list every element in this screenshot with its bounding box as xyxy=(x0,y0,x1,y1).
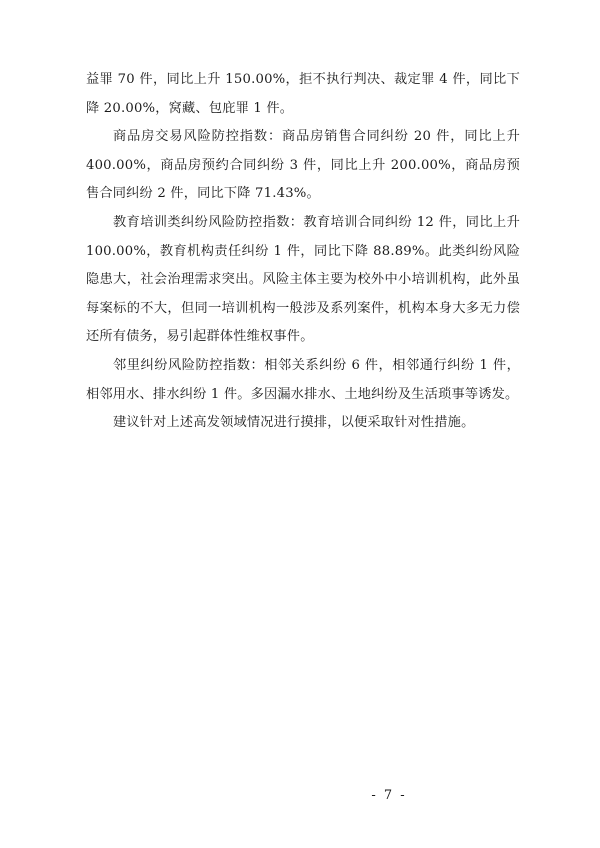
paragraph-recommendation: 建议针对上述高发领域情况进行摸排，以便采取针对性措施。 xyxy=(113,415,475,431)
page-number: - 7 - xyxy=(371,788,407,803)
paragraph-housing-risk: 商品房交易风险防控指数：商品房销售合同纠纷 20 件，同比上升 400.00%，商品房预约合同纠纷 3 件，同比上升 200.00%，商品房预售合同纠纷 2 件，同比下降 71.43%。 xyxy=(86,129,520,202)
paragraph-education-risk: 教育培训类纠纷风险防控指数：教育培训合同纠纷 12 件，同比上升 100.00%，教育机构责任纠纷 1 件，同比下降 88.89%。此类纠纷风险隐患大，社会治理需求突出。风险主体主要为校外中小培训机构，此外虽每案标的不大，但同一培训机构一般涉及系列案件，机构本身大多无力偿还所有债务，易引起群体性维权事件。 xyxy=(86,214,520,345)
paragraph-neighbor-risk: 邻里纠纷风险防控指数：相邻关系纠纷 6 件，相邻通行纠纷 1 件，相邻用水、排水纠纷 1 件。多因漏水排水、土地纠纷及生活琐事等诱发。 xyxy=(86,357,520,402)
document-body xyxy=(86,66,520,438)
paragraph-continuation: 益罪 70 件，同比上升 150.00%，拒不执行判决、裁定罪 4 件，同比下降 20.00%，窝藏、包庇罪 1 件。 xyxy=(86,72,520,116)
